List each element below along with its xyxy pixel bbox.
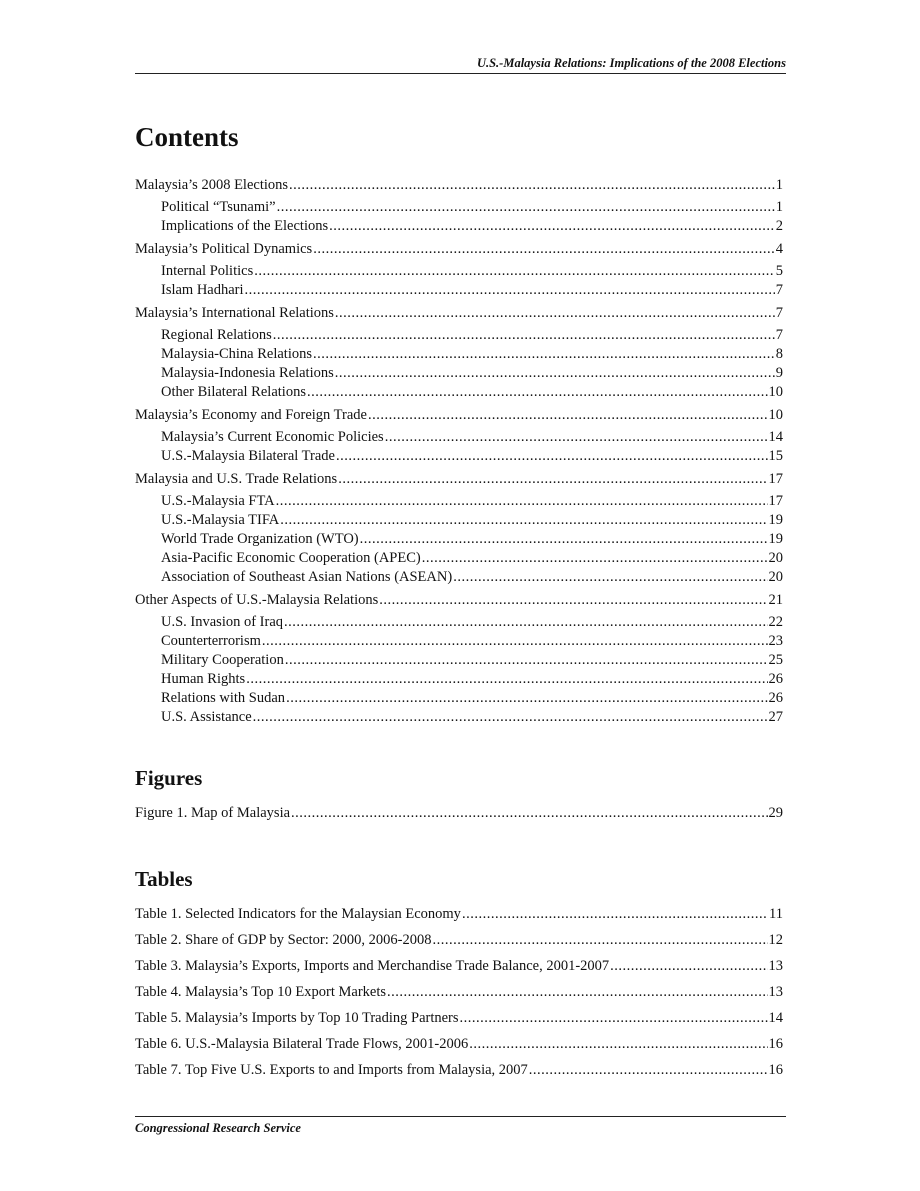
dot-leader bbox=[422, 549, 768, 568]
toc-entry[interactable] bbox=[161, 217, 783, 236]
dot-leader bbox=[336, 447, 768, 466]
toc-entry-title: Malaysia-China Relations bbox=[161, 346, 313, 362]
contents-heading: Contents bbox=[135, 122, 239, 152]
toc-entry-page: 9 bbox=[775, 365, 783, 381]
dot-leader bbox=[329, 217, 775, 236]
toc-entry-page: 4 bbox=[775, 241, 783, 257]
toc-entry[interactable] bbox=[135, 240, 783, 259]
running-header: U.S.-Malaysia Relations: Implications of the 2008 Elections bbox=[476, 56, 786, 70]
toc-entry-title: Malaysia’s Current Economic Policies bbox=[161, 429, 384, 445]
table-entry-page: 14 bbox=[768, 1010, 783, 1026]
table-entry-title: Table 6. U.S.-Malaysia Bilateral Trade Flows, 2001-2006 bbox=[135, 1036, 469, 1052]
figure-entry[interactable] bbox=[135, 804, 783, 823]
dot-leader bbox=[368, 406, 768, 425]
toc-entry-title: Malaysia’s 2008 Elections bbox=[135, 177, 289, 193]
table-entry-page: 11 bbox=[769, 906, 783, 922]
toc-entry-page: 15 bbox=[768, 448, 783, 464]
toc-entry-title: Relations with Sudan bbox=[161, 690, 286, 706]
dot-leader bbox=[273, 326, 775, 345]
dot-leader bbox=[453, 568, 767, 587]
dot-leader bbox=[285, 651, 768, 670]
toc-entry-page: 10 bbox=[768, 407, 783, 423]
toc-entry[interactable] bbox=[161, 568, 783, 587]
toc-entry[interactable] bbox=[161, 383, 783, 402]
table-entry-page: 13 bbox=[768, 984, 783, 1000]
toc-entry-title: U.S. Assistance bbox=[161, 709, 252, 725]
table-entry-page: 16 bbox=[768, 1036, 783, 1052]
dot-leader bbox=[313, 345, 775, 364]
table-entry[interactable] bbox=[135, 983, 783, 1002]
toc-entry-title: Other Bilateral Relations bbox=[161, 384, 306, 400]
toc-entry-page: 27 bbox=[768, 709, 783, 725]
toc-entry-title: Implications of the Elections bbox=[161, 218, 329, 234]
toc-entry[interactable] bbox=[135, 406, 783, 425]
toc-entry-page: 17 bbox=[768, 471, 783, 487]
table-entry-page: 12 bbox=[768, 932, 783, 948]
dot-leader bbox=[335, 304, 775, 323]
toc-entry-title: Malaysia’s Political Dynamics bbox=[135, 241, 313, 257]
toc-entry-page: 19 bbox=[768, 531, 783, 547]
dot-leader bbox=[291, 804, 767, 823]
toc-entry-title: Political “Tsunami” bbox=[161, 199, 276, 215]
dot-leader bbox=[262, 632, 768, 651]
toc-entry-page: 26 bbox=[768, 690, 783, 706]
toc-entry-title: U.S.-Malaysia TIFA bbox=[161, 512, 280, 528]
toc-entry-title: Malaysia and U.S. Trade Relations bbox=[135, 471, 338, 487]
table-entry[interactable] bbox=[135, 931, 783, 950]
dot-leader bbox=[469, 1035, 767, 1054]
toc-entry[interactable] bbox=[135, 176, 783, 195]
dot-leader bbox=[253, 708, 768, 727]
table-entry[interactable] bbox=[135, 1035, 783, 1054]
toc-entry-title: Other Aspects of U.S.-Malaysia Relations bbox=[135, 592, 379, 608]
toc-entry-page: 2 bbox=[775, 218, 783, 234]
toc-entry-title: Association of Southeast Asian Nations (ASEAN) bbox=[161, 569, 453, 585]
toc-entry[interactable] bbox=[161, 364, 783, 383]
toc-entry-page: 22 bbox=[768, 614, 783, 630]
dot-leader bbox=[284, 613, 767, 632]
dot-leader bbox=[387, 983, 767, 1002]
dot-leader bbox=[462, 905, 768, 924]
toc-entry[interactable] bbox=[161, 613, 783, 632]
toc-entry-page: 7 bbox=[775, 327, 783, 343]
toc-entry[interactable] bbox=[161, 689, 783, 708]
dot-leader bbox=[289, 176, 775, 195]
toc-entry-title: Human Rights bbox=[161, 671, 246, 687]
toc-entry[interactable] bbox=[161, 670, 783, 689]
table-entry[interactable] bbox=[135, 905, 783, 924]
toc-entry-page: 8 bbox=[775, 346, 783, 362]
toc-entry[interactable] bbox=[161, 632, 783, 651]
dot-leader bbox=[246, 670, 767, 689]
dot-leader bbox=[313, 240, 775, 259]
toc-entry-title: Asia-Pacific Economic Cooperation (APEC) bbox=[161, 550, 421, 566]
toc-entry[interactable] bbox=[161, 530, 783, 549]
toc-entry-title: Military Cooperation bbox=[161, 652, 284, 668]
toc-entry-page: 19 bbox=[768, 512, 783, 528]
dot-leader bbox=[245, 281, 775, 300]
toc-entry-page: 25 bbox=[768, 652, 783, 668]
toc-entry-page: 14 bbox=[768, 429, 783, 445]
toc-entry-page: 20 bbox=[768, 569, 783, 585]
toc-entry[interactable] bbox=[161, 511, 783, 530]
toc-entry-page: 7 bbox=[775, 282, 783, 298]
toc-entry-title: Islam Hadhari bbox=[161, 282, 244, 298]
dot-leader bbox=[338, 470, 767, 489]
dot-leader bbox=[254, 262, 775, 281]
toc-entry-page: 20 bbox=[768, 550, 783, 566]
toc-entry[interactable] bbox=[135, 591, 783, 610]
toc-entry[interactable] bbox=[161, 651, 783, 670]
toc-entry-title: Regional Relations bbox=[161, 327, 272, 343]
dot-leader bbox=[277, 198, 775, 217]
dot-leader bbox=[460, 1009, 768, 1028]
table-entry-title: Table 7. Top Five U.S. Exports to and Imports from Malaysia, 2007 bbox=[135, 1062, 528, 1078]
toc-entry-title: Malaysia’s Economy and Foreign Trade bbox=[135, 407, 367, 423]
footer-rule bbox=[135, 1116, 786, 1117]
toc-entry[interactable] bbox=[135, 304, 783, 323]
running-footer: Congressional Research Service bbox=[135, 1121, 301, 1135]
toc-entry[interactable] bbox=[161, 281, 783, 300]
dot-leader bbox=[276, 492, 768, 511]
toc-entry[interactable] bbox=[161, 428, 783, 447]
toc-entry-page: 1 bbox=[775, 177, 783, 193]
table-entry[interactable] bbox=[135, 1061, 783, 1080]
dot-leader bbox=[286, 689, 767, 708]
header-rule bbox=[135, 73, 786, 74]
toc-entry[interactable] bbox=[161, 708, 783, 727]
toc-entry-title: World Trade Organization (WTO) bbox=[161, 531, 359, 547]
toc-entry-title: U.S.-Malaysia FTA bbox=[161, 493, 275, 509]
toc-entry[interactable] bbox=[161, 198, 783, 217]
table-entry-title: Table 5. Malaysia’s Imports by Top 10 Trading Partners bbox=[135, 1010, 459, 1026]
table-entry-page: 13 bbox=[768, 958, 783, 974]
dot-leader bbox=[432, 931, 767, 950]
toc-entry-page: 10 bbox=[768, 384, 783, 400]
toc-entry-title: Counterterrorism bbox=[161, 633, 261, 649]
table-entry-title: Table 1. Selected Indicators for the Malaysian Economy bbox=[135, 906, 461, 922]
toc-entry[interactable] bbox=[161, 326, 783, 345]
toc-entry[interactable] bbox=[135, 470, 783, 489]
toc-entry[interactable] bbox=[161, 447, 783, 466]
toc-entry-page: 7 bbox=[775, 305, 783, 321]
figures-heading: Figures bbox=[135, 766, 203, 790]
toc-entry[interactable] bbox=[161, 549, 783, 568]
table-entry-page: 16 bbox=[768, 1062, 783, 1078]
table-entry[interactable] bbox=[135, 957, 783, 976]
toc-entry-title: Malaysia’s International Relations bbox=[135, 305, 334, 321]
dot-leader bbox=[529, 1061, 768, 1080]
toc-entry[interactable] bbox=[161, 345, 783, 364]
dot-leader bbox=[280, 511, 767, 530]
toc-entry-title: U.S.-Malaysia Bilateral Trade bbox=[161, 448, 335, 464]
table-entry[interactable] bbox=[135, 1009, 783, 1028]
table-entry-title: Table 3. Malaysia’s Exports, Imports and Merchandise Trade Balance, 2001-2007 bbox=[135, 958, 610, 974]
toc-entry[interactable] bbox=[161, 262, 783, 281]
dot-leader bbox=[385, 428, 768, 447]
toc-entry-page: 21 bbox=[768, 592, 783, 608]
toc-entry[interactable] bbox=[161, 492, 783, 511]
toc-entry-page: 17 bbox=[768, 493, 783, 509]
dot-leader bbox=[307, 383, 768, 402]
tables-heading: Tables bbox=[135, 867, 193, 891]
dot-leader bbox=[335, 364, 775, 383]
toc-entry-page: 26 bbox=[768, 671, 783, 687]
figure-entry-page: 29 bbox=[768, 805, 783, 821]
toc-entry-title: U.S. Invasion of Iraq bbox=[161, 614, 284, 630]
dot-leader bbox=[360, 530, 768, 549]
toc-entry-page: 1 bbox=[775, 199, 783, 215]
dot-leader bbox=[610, 957, 767, 976]
table-entry-title: Table 2. Share of GDP by Sector: 2000, 2006-2008 bbox=[135, 932, 432, 948]
toc-entry-title: Internal Politics bbox=[161, 263, 254, 279]
table-entry-title: Table 4. Malaysia’s Top 10 Export Markets bbox=[135, 984, 387, 1000]
toc-entry-page: 23 bbox=[768, 633, 783, 649]
dot-leader bbox=[379, 591, 767, 610]
figure-entry-title: Figure 1. Map of Malaysia bbox=[135, 805, 291, 821]
toc-entry-page: 5 bbox=[775, 263, 783, 279]
toc-entry-title: Malaysia-Indonesia Relations bbox=[161, 365, 334, 381]
